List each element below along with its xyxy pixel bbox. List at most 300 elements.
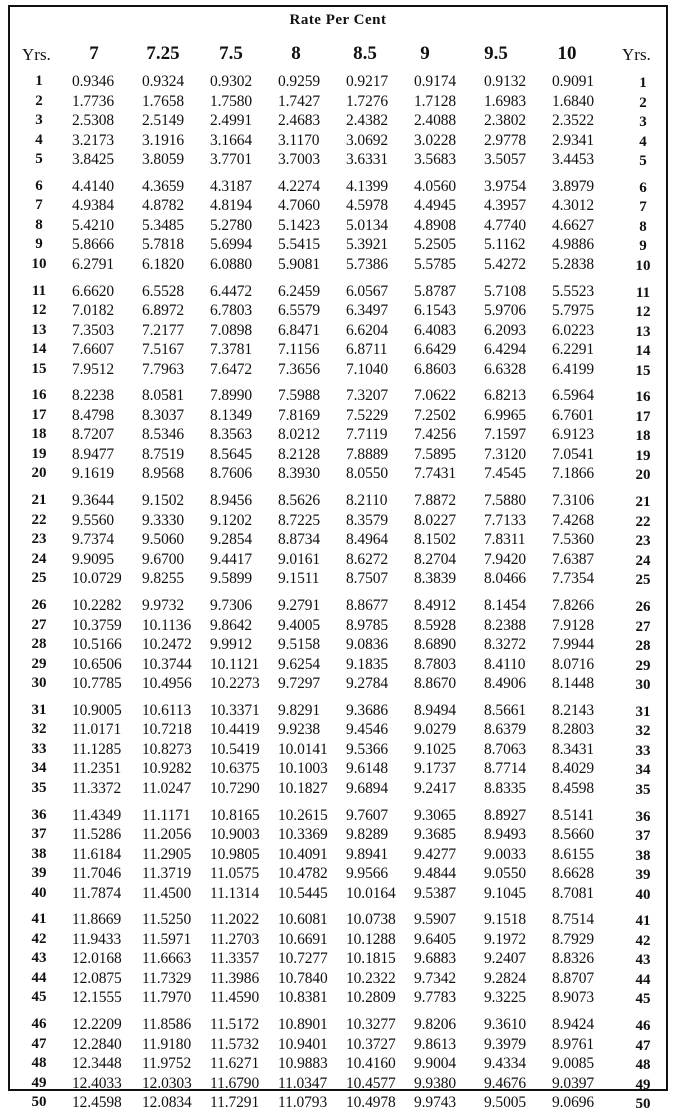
table-cell: 7.8990 bbox=[210, 387, 253, 405]
table-row bbox=[10, 283, 666, 302]
table-cell: 10.4091 bbox=[278, 845, 328, 863]
table-cell: 10.9282 bbox=[142, 760, 192, 778]
table-cell: 4.9886 bbox=[552, 236, 595, 254]
table-cell: 8.3563 bbox=[210, 426, 253, 444]
table-cell: 9.4277 bbox=[414, 845, 457, 863]
table-cell: 9.6405 bbox=[414, 930, 457, 948]
table-cell: 8.2238 bbox=[72, 387, 115, 405]
table-cell: 3.8425 bbox=[72, 151, 115, 168]
table-cell: 8.5346 bbox=[142, 426, 185, 444]
table-cell: 4.7060 bbox=[278, 197, 321, 215]
table-cell: 4.7740 bbox=[484, 216, 527, 234]
table-cell: 5.4210 bbox=[72, 216, 115, 234]
table-row bbox=[10, 636, 666, 655]
year-label-right: 9 bbox=[639, 238, 647, 255]
table-cell: 8.3272 bbox=[484, 636, 527, 653]
table-cell: 11.2351 bbox=[72, 760, 122, 778]
table-row bbox=[10, 93, 666, 112]
table-cell: 10.2809 bbox=[346, 989, 396, 1007]
table-cell: 10.8901 bbox=[278, 1016, 328, 1034]
year-label: 29 bbox=[31, 655, 47, 672]
table-cell: 5.7975 bbox=[552, 302, 595, 320]
table-cell: 3.7003 bbox=[278, 151, 321, 168]
header-row bbox=[10, 43, 666, 67]
table-cell: 12.0303 bbox=[142, 1074, 192, 1092]
table-cell: 8.2128 bbox=[278, 445, 321, 463]
table-cell: 7.7119 bbox=[346, 426, 388, 444]
table-cell: 2.4382 bbox=[346, 112, 389, 129]
table-cell: 4.8194 bbox=[210, 197, 253, 215]
table-cell: 7.9512 bbox=[72, 360, 115, 378]
year-label: 35 bbox=[31, 779, 47, 796]
table-cell: 4.3187 bbox=[210, 177, 253, 195]
table-cell: 9.8613 bbox=[414, 1035, 457, 1053]
table-cell: 8.7714 bbox=[484, 760, 527, 778]
table-cell: 9.5158 bbox=[278, 636, 321, 653]
table-cell: 8.9424 bbox=[552, 1016, 595, 1034]
table-cell: 9.8941 bbox=[346, 845, 389, 863]
year-label: 19 bbox=[31, 445, 47, 462]
table-cell: 7.3120 bbox=[484, 445, 527, 463]
table-cell: 9.5899 bbox=[210, 570, 253, 588]
table-cell: 8.1349 bbox=[210, 406, 253, 424]
table-cell: 2.9778 bbox=[484, 131, 527, 149]
year-label-right: 19 bbox=[635, 447, 651, 464]
table-cell: 12.0875 bbox=[72, 969, 122, 987]
table-cell: 9.1502 bbox=[142, 492, 185, 510]
table-cell: 10.7290 bbox=[210, 779, 260, 797]
table-cell: 9.9380 bbox=[414, 1074, 457, 1092]
table-cell: 11.2703 bbox=[210, 930, 260, 948]
rate-header-6: 9.5 bbox=[484, 43, 508, 64]
table-cell: 9.4844 bbox=[414, 865, 457, 883]
table-cell: 9.3644 bbox=[72, 492, 115, 510]
table-cell: 8.4029 bbox=[552, 760, 595, 778]
table-cell: 7.3503 bbox=[72, 321, 115, 339]
table-cell: 7.0898 bbox=[210, 321, 253, 339]
year-label-right: 33 bbox=[635, 742, 651, 759]
table-cell: 10.6375 bbox=[210, 760, 260, 778]
table-cell: 9.0161 bbox=[278, 550, 321, 568]
table-cell: 8.1502 bbox=[414, 531, 457, 549]
table-cell: 8.3930 bbox=[278, 465, 321, 483]
table-cell: 9.3065 bbox=[414, 806, 457, 824]
yrs-header-left: Yrs. bbox=[22, 45, 51, 64]
table-cell: 6.4472 bbox=[210, 282, 253, 300]
table-cell: 8.2388 bbox=[484, 616, 527, 634]
year-label: 22 bbox=[31, 511, 47, 528]
table-cell: 1.7736 bbox=[72, 92, 115, 110]
table-cell: 9.7783 bbox=[414, 989, 457, 1007]
rate-header-5: 9 bbox=[420, 43, 430, 64]
year-label-right: 47 bbox=[635, 1037, 651, 1054]
year-label: 39 bbox=[31, 865, 47, 882]
table-row bbox=[10, 911, 666, 930]
table-cell: 9.3610 bbox=[484, 1016, 527, 1034]
table-cell: 8.2803 bbox=[552, 721, 595, 739]
table-cell: 3.2173 bbox=[72, 131, 115, 149]
table-cell: 6.0223 bbox=[552, 321, 595, 339]
table-cell: 0.9174 bbox=[414, 73, 457, 90]
table-cell: 10.1136 bbox=[142, 616, 192, 634]
year-label: 33 bbox=[31, 740, 47, 757]
table-cell: 4.1399 bbox=[346, 177, 389, 195]
table-cell: 11.6663 bbox=[142, 950, 192, 968]
table-cell: 11.2056 bbox=[142, 826, 192, 844]
table-cell: 9.4417 bbox=[210, 550, 253, 568]
table-cell: 3.1916 bbox=[142, 131, 185, 149]
table-cell: 8.9456 bbox=[210, 492, 253, 510]
year-label-right: 8 bbox=[639, 218, 647, 235]
table-row bbox=[10, 702, 666, 721]
table-row bbox=[10, 570, 666, 589]
year-label-right: 21 bbox=[635, 494, 651, 511]
table-cell: 8.3037 bbox=[142, 406, 185, 424]
table-cell: 6.8711 bbox=[346, 341, 388, 359]
table-cell: 10.3277 bbox=[346, 1016, 396, 1034]
table-cell: 11.9433 bbox=[72, 930, 122, 948]
table-cell: 8.7207 bbox=[72, 426, 115, 444]
year-label-right: 23 bbox=[635, 533, 651, 550]
year-label: 28 bbox=[31, 636, 47, 652]
table-cell: 8.6379 bbox=[484, 721, 527, 739]
table-row bbox=[10, 512, 666, 531]
table-cell: 1.6840 bbox=[552, 92, 595, 110]
year-label: 12 bbox=[31, 302, 47, 319]
yrs-header-right: Yrs. bbox=[622, 45, 651, 64]
table-cell: 6.8603 bbox=[414, 360, 457, 378]
rate-header-3: 8 bbox=[291, 43, 301, 64]
table-cell: 1.6983 bbox=[484, 92, 527, 110]
year-label-right: 28 bbox=[635, 638, 651, 654]
table-cell: 8.0212 bbox=[278, 426, 321, 444]
table-cell: 9.6883 bbox=[414, 950, 457, 968]
table-cell: 9.1202 bbox=[210, 511, 253, 529]
table-cell: 0.9346 bbox=[72, 73, 115, 90]
table-title: Rate Per Cent bbox=[289, 12, 387, 28]
table-cell: 4.4140 bbox=[72, 177, 115, 195]
table-cell: 7.6472 bbox=[210, 360, 253, 378]
table-cell: 10.0141 bbox=[278, 740, 328, 758]
table-cell: 9.2784 bbox=[346, 675, 389, 692]
year-label: 1 bbox=[35, 73, 43, 89]
year-label-right: 16 bbox=[635, 389, 651, 406]
year-label-right: 43 bbox=[635, 952, 651, 969]
table-cell: 10.0729 bbox=[72, 570, 122, 588]
table-cell: 9.1025 bbox=[414, 740, 457, 758]
table-cell: 8.0466 bbox=[484, 570, 527, 588]
year-label-right: 11 bbox=[635, 284, 651, 301]
year-label: 23 bbox=[31, 531, 47, 548]
table-cell: 8.3431 bbox=[552, 740, 595, 758]
table-cell: 5.8787 bbox=[414, 282, 457, 300]
table-cell: 9.5060 bbox=[142, 531, 185, 549]
table-cell: 8.7803 bbox=[414, 655, 457, 673]
table-cell: 8.0716 bbox=[552, 655, 595, 673]
table-cell: 7.8266 bbox=[552, 597, 595, 614]
year-label-right: 10 bbox=[635, 257, 651, 274]
table-row bbox=[10, 807, 666, 826]
table-cell: 10.1003 bbox=[278, 760, 328, 778]
table-cell: 8.5928 bbox=[414, 616, 457, 634]
table-row bbox=[10, 721, 666, 740]
table-cell: 6.8972 bbox=[142, 302, 185, 320]
table-row bbox=[10, 322, 666, 341]
table-cell: 8.5660 bbox=[552, 826, 595, 844]
table-cell: 9.7342 bbox=[414, 969, 457, 987]
table-cell: 8.8734 bbox=[278, 531, 321, 549]
table-cell: 6.5528 bbox=[142, 282, 185, 300]
year-label: 20 bbox=[31, 465, 47, 482]
year-label: 46 bbox=[31, 1016, 47, 1033]
annuity-table bbox=[8, 5, 668, 1113]
table-cell: 4.0560 bbox=[414, 177, 457, 195]
table-cell: 9.2824 bbox=[484, 969, 527, 987]
table-cell: 5.5785 bbox=[414, 255, 457, 273]
table-cell: 6.5964 bbox=[552, 387, 595, 405]
year-label: 41 bbox=[31, 911, 47, 928]
table-cell: 7.2502 bbox=[414, 406, 457, 424]
rate-header-2: 7.5 bbox=[219, 43, 243, 64]
table-cell: 10.9883 bbox=[278, 1055, 328, 1073]
year-label-right: 22 bbox=[635, 513, 651, 530]
table-row bbox=[10, 885, 666, 904]
table-cell: 10.5419 bbox=[210, 740, 260, 758]
table-cell: 7.1866 bbox=[552, 465, 595, 483]
table-cell: 8.2143 bbox=[552, 701, 595, 719]
table-cell: 7.7354 bbox=[552, 570, 595, 588]
table-row bbox=[10, 73, 666, 92]
table-cell: 6.6620 bbox=[72, 282, 115, 300]
table-cell: 8.6272 bbox=[346, 550, 389, 568]
table-cell: 6.2093 bbox=[484, 321, 527, 339]
table-cell: 11.2022 bbox=[210, 911, 260, 929]
table-cell: 7.3656 bbox=[278, 360, 321, 378]
year-label: 34 bbox=[31, 760, 47, 777]
rate-header-0: 7 bbox=[89, 43, 99, 64]
table-cell: 9.0279 bbox=[414, 721, 457, 739]
table-cell: 8.9761 bbox=[552, 1035, 595, 1053]
table-cell: 10.1288 bbox=[346, 930, 396, 948]
table-cell: 5.9081 bbox=[278, 255, 321, 273]
table-cell: 2.4088 bbox=[414, 112, 457, 129]
table-cell: 8.9568 bbox=[142, 465, 185, 483]
year-label-right: 29 bbox=[635, 657, 651, 674]
table-cell: 11.7874 bbox=[72, 884, 122, 902]
year-label: 13 bbox=[31, 321, 47, 338]
table-cell: 3.8979 bbox=[552, 177, 595, 195]
table-cell: 7.1156 bbox=[278, 341, 320, 359]
table-cell: 9.1045 bbox=[484, 884, 527, 902]
table-cell: 8.5141 bbox=[552, 806, 595, 824]
table-cell: 5.7108 bbox=[484, 282, 527, 300]
table-row bbox=[10, 989, 666, 1008]
table-cell: 9.4676 bbox=[484, 1074, 527, 1092]
table-cell: 5.3921 bbox=[346, 236, 389, 254]
table-cell: 4.3012 bbox=[552, 197, 595, 215]
table-cell: 8.9493 bbox=[484, 826, 527, 844]
table-cell: 8.0227 bbox=[414, 511, 457, 529]
table-cell: 10.8273 bbox=[142, 740, 192, 758]
table-cell: 10.2615 bbox=[278, 806, 328, 824]
table-cell: 2.4991 bbox=[210, 112, 253, 129]
table-cell: 11.5172 bbox=[210, 1016, 260, 1034]
table-cell: 10.2282 bbox=[72, 597, 122, 614]
table-cell: 5.0134 bbox=[346, 216, 389, 234]
year-label-right: 20 bbox=[635, 467, 651, 484]
table-cell: 8.4798 bbox=[72, 406, 115, 424]
table-cell: 6.3497 bbox=[346, 302, 389, 320]
table-cell: 6.5579 bbox=[278, 302, 321, 320]
table-cell: 10.0738 bbox=[346, 911, 396, 929]
table-cell: 7.2177 bbox=[142, 321, 185, 339]
table-cell: 11.3372 bbox=[72, 779, 122, 797]
year-label-right: 35 bbox=[635, 781, 651, 798]
table-cell: 11.1171 bbox=[142, 806, 191, 824]
table-cell: 8.9073 bbox=[552, 989, 595, 1007]
table-cell: 7.9128 bbox=[552, 616, 595, 634]
table-cell: 3.0228 bbox=[414, 131, 457, 149]
table-cell: 8.8326 bbox=[552, 950, 595, 968]
table-cell: 8.7514 bbox=[552, 911, 595, 929]
table-cell: 5.1423 bbox=[278, 216, 321, 234]
table-cell: 8.7081 bbox=[552, 884, 595, 902]
table-cell: 10.7277 bbox=[278, 950, 328, 968]
rate-header-1: 7.25 bbox=[146, 43, 180, 64]
table-cell: 2.9341 bbox=[552, 131, 595, 149]
table-cell: 9.5560 bbox=[72, 511, 115, 529]
table-cell: 7.4256 bbox=[414, 426, 457, 444]
table-cell: 6.6328 bbox=[484, 360, 527, 378]
table-cell: 9.0836 bbox=[346, 636, 389, 653]
year-label: 37 bbox=[31, 826, 47, 843]
table-row bbox=[10, 931, 666, 950]
table-cell: 8.7507 bbox=[346, 570, 389, 588]
table-cell: 9.6894 bbox=[346, 779, 389, 797]
table-cell: 9.5907 bbox=[414, 911, 457, 929]
year-label-right: 17 bbox=[635, 408, 651, 425]
table-cell: 4.4945 bbox=[414, 197, 457, 215]
table-cell: 9.2854 bbox=[210, 531, 253, 549]
table-cell: 11.0171 bbox=[72, 721, 122, 739]
year-label: 30 bbox=[31, 675, 47, 691]
table-cell: 10.9003 bbox=[210, 826, 260, 844]
table-cell: 2.4683 bbox=[278, 112, 321, 129]
table-row bbox=[10, 780, 666, 799]
table-cell: 2.3802 bbox=[484, 112, 527, 129]
year-label: 42 bbox=[31, 930, 47, 947]
table-cell: 1.7427 bbox=[278, 92, 321, 110]
table-cell: 11.1314 bbox=[210, 884, 260, 902]
table-cell: 5.4272 bbox=[484, 255, 527, 273]
year-label-right: 38 bbox=[635, 847, 651, 864]
table-cell: 4.3659 bbox=[142, 177, 185, 195]
table-cell: 3.8059 bbox=[142, 151, 185, 168]
year-label-right: 12 bbox=[635, 304, 651, 321]
table-cell: 9.9566 bbox=[346, 865, 389, 883]
table-row bbox=[10, 1055, 666, 1074]
table-cell: 4.3957 bbox=[484, 197, 527, 215]
table-cell: 8.5626 bbox=[278, 492, 321, 510]
table-cell: 11.4349 bbox=[72, 806, 122, 824]
table-cell: 11.3986 bbox=[210, 969, 260, 987]
table-cell: 7.5167 bbox=[142, 341, 185, 359]
table-cell: 8.9477 bbox=[72, 445, 115, 463]
table-cell: 9.9095 bbox=[72, 550, 115, 568]
table-cell: 6.4294 bbox=[484, 341, 527, 359]
table-cell: 9.0033 bbox=[484, 845, 527, 863]
table-row bbox=[10, 132, 666, 151]
table-cell: 6.4083 bbox=[414, 321, 457, 339]
table-cell: 0.9302 bbox=[210, 73, 253, 90]
table-cell: 10.3727 bbox=[346, 1035, 396, 1053]
table-cell: 8.5645 bbox=[210, 445, 253, 463]
year-label-right: 6 bbox=[639, 179, 647, 196]
table-cell: 12.4033 bbox=[72, 1074, 122, 1092]
table-cell: 1.7658 bbox=[142, 92, 185, 110]
table-cell: 5.5415 bbox=[278, 236, 321, 254]
table-row bbox=[10, 1016, 666, 1035]
table-cell: 3.4453 bbox=[552, 151, 595, 168]
year-label: 7 bbox=[35, 197, 43, 214]
table-cell: 9.4005 bbox=[278, 616, 321, 634]
table-row bbox=[10, 675, 666, 694]
table-cell: 10.3369 bbox=[278, 826, 328, 844]
year-label-right: 27 bbox=[635, 618, 651, 635]
table-cell: 8.9785 bbox=[346, 616, 389, 634]
table-row bbox=[10, 656, 666, 675]
table-cell: 8.1454 bbox=[484, 597, 527, 614]
table-cell: 11.7291 bbox=[210, 1094, 260, 1112]
table-cell: 11.5732 bbox=[210, 1035, 260, 1053]
table-cell: 5.2505 bbox=[414, 236, 457, 254]
table-cell: 7.3781 bbox=[210, 341, 253, 359]
table-cell: 2.3522 bbox=[552, 112, 595, 129]
year-label: 14 bbox=[31, 341, 47, 358]
table-cell: 7.8311 bbox=[484, 531, 526, 549]
table-cell: 8.9494 bbox=[414, 701, 457, 719]
table-cell: 9.9004 bbox=[414, 1055, 457, 1073]
table-row bbox=[10, 387, 666, 406]
table-cell: 4.9384 bbox=[72, 197, 115, 215]
table-cell: 9.5366 bbox=[346, 740, 389, 758]
table-cell: 3.5683 bbox=[414, 151, 457, 168]
year-label-right: 36 bbox=[635, 808, 651, 825]
table-cell: 9.7306 bbox=[210, 597, 253, 614]
table-cell: 9.7297 bbox=[278, 675, 321, 692]
year-label-right: 41 bbox=[635, 913, 651, 930]
table-cell: 10.5445 bbox=[278, 884, 328, 902]
table-row bbox=[10, 1075, 666, 1094]
table-cell: 7.5988 bbox=[278, 387, 321, 405]
table-cell: 9.0550 bbox=[484, 865, 527, 883]
table-cell: 9.7607 bbox=[346, 806, 389, 824]
table-cell: 5.1162 bbox=[484, 236, 526, 254]
table-cell: 9.4334 bbox=[484, 1055, 527, 1073]
table-cell: 9.9912 bbox=[210, 636, 253, 653]
table-cell: 6.2459 bbox=[278, 282, 321, 300]
table-cell: 3.7701 bbox=[210, 151, 253, 168]
table-cell: 11.0347 bbox=[278, 1074, 328, 1092]
table-cell: 10.9805 bbox=[210, 845, 260, 863]
year-label: 10 bbox=[31, 255, 47, 272]
table-cell: 5.2838 bbox=[552, 255, 595, 273]
table-cell: 9.2407 bbox=[484, 950, 527, 968]
year-label-right: 39 bbox=[635, 867, 651, 884]
year-label-right: 34 bbox=[635, 762, 651, 779]
table-row bbox=[10, 446, 666, 465]
table-cell: 9.0085 bbox=[552, 1055, 595, 1073]
